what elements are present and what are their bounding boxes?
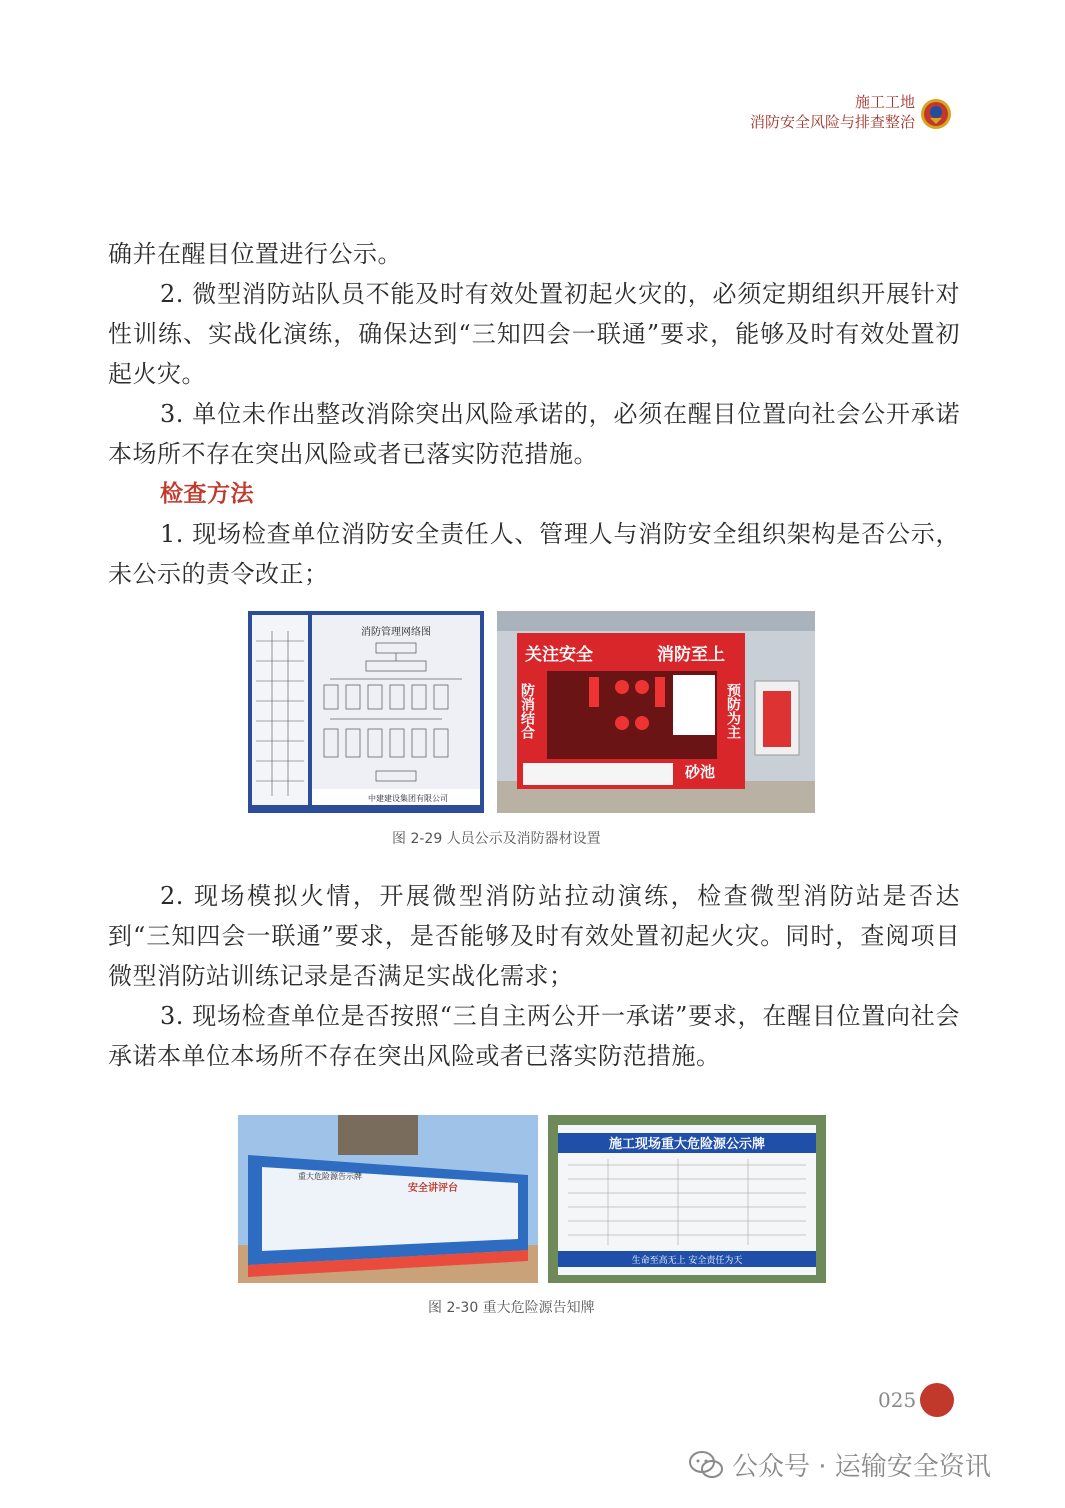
body-text-top (108, 234, 960, 594)
chart-footer: 中建建设集团有限公司 (368, 794, 448, 803)
hazard-board-photo-left (238, 1115, 538, 1283)
board-title: 重大危险源告示牌 (298, 1172, 362, 1181)
side-text-left: 防消结合 (519, 683, 535, 739)
fire-emblem-icon (920, 98, 952, 130)
body-text-mid (108, 876, 960, 1076)
banner-right: 消防至上 (657, 645, 725, 665)
header-line-1: 施工工地 (854, 93, 915, 111)
paragraph: 3. 现场检查单位是否按照“三自主两公开一承诺”要求，在醒目位置向社会承诺本单位本场所不存在突出风险或者已落实防范措施。 (108, 1002, 960, 1070)
watermark-text: 公众号 · 运输安全资讯 (732, 1452, 991, 1482)
paragraph: 3. 单位未作出整改消除突出风险承诺的，必须在醒目位置向社会公开承诺本场所不存在突出风险或者已落实防范措施。 (108, 400, 960, 468)
side-text-right: 预防为主 (725, 683, 741, 739)
board-right-footer: 生命至高无上 安全责任为天 (631, 1256, 743, 1266)
paragraph: 确并在醒目位置进行公示。 (108, 240, 402, 268)
wechat-icon (688, 1450, 724, 1480)
paragraph: 1. 现场检查单位消防安全责任人、管理人与消防安全组织架构是否公示，未公示的责令改正； (108, 520, 960, 588)
header-line-2: 消防安全风险与排查整治 (749, 113, 915, 131)
sand-pool-label: 砂池 (685, 763, 716, 781)
figure-caption: 图 2-29 人员公示及消防器材设置 (392, 831, 601, 847)
figure-caption: 图 2-30 重大危险源告知牌 (428, 1300, 595, 1316)
fire-station-photo (497, 611, 815, 813)
hazard-board-photo-right (548, 1115, 826, 1283)
fire-management-network-photo (248, 611, 484, 813)
board-subtitle: 安全讲评台 (408, 1183, 458, 1194)
running-header (750, 92, 915, 132)
board-right-title: 施工现场重大危险源公示牌 (608, 1137, 766, 1152)
section-title: 检查方法 (160, 481, 254, 507)
page-number: 025 (878, 1388, 917, 1412)
banner-left: 关注安全 (525, 645, 593, 665)
page-dot-decoration (920, 1383, 954, 1417)
chart-title: 消防管理网络图 (361, 627, 431, 638)
watermark (688, 1446, 991, 1483)
paragraph: 2. 现场模拟火情，开展微型消防站拉动演练，检查微型消防站是否达到“三知四会一联通”要求，是否能够及时有效处置初起火灾。同时，查阅项目微型消防站训练记录是否满足实战化需求； (108, 882, 960, 990)
paragraph: 2. 微型消防站队员不能及时有效处置初起火灾的，必须定期组织开展针对性训练、实战化演练，确保达到“三知四会一联通”要求，能够及时有效处置初起火灾。 (108, 280, 960, 388)
